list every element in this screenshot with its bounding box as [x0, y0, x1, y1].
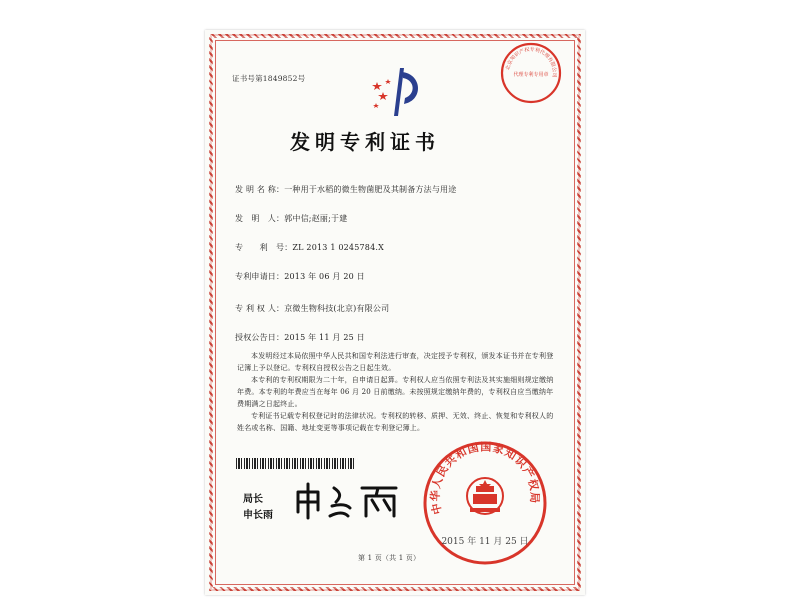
field-value: 京微生物科技(北京)有限公司	[284, 304, 390, 313]
body-paragraph: 专利证书记载专利权登记时的法律状况。专利权的转移、质押、无效、终止、恢复和专利权人的姓名或名称、国籍、地址变更等事项记载在专利登记簿上。	[237, 412, 554, 432]
certificate-number: 证书号第1849852号	[232, 74, 306, 83]
field-label: 专 利 权 人：	[235, 304, 285, 313]
field-label: 发 明 名 称：	[235, 185, 285, 194]
field-label: 发 明 人：	[235, 214, 285, 223]
field-value: 2015 年 11 月 25 日	[284, 333, 365, 342]
field-inventors	[235, 213, 347, 224]
field-value: 一种用于水稻的微生物菌肥及其制备方法与用途	[284, 185, 457, 194]
state-ip-office-seal-icon	[420, 438, 550, 568]
field-invention-name	[235, 184, 456, 195]
large-seal-text: 中华人民共和国国家知识产权局	[428, 440, 542, 516]
certificate-title: 发明专利证书	[290, 130, 440, 154]
certificate-body	[237, 350, 555, 434]
small-seal-text: 北京知识产权专利代理有限公司	[505, 46, 558, 78]
agency-seal-icon	[500, 42, 562, 104]
large-seal-date: 2015 年 11 月 25 日	[441, 537, 529, 547]
barcode	[236, 458, 356, 469]
field-patentee	[235, 303, 389, 314]
body-paragraph: 本发明经过本局依照中华人民共和国专利法进行审查，决定授予专利权，颁发本证书并在专利登记簿上予以登记。专利权自授权公告之日起生效。	[237, 352, 554, 372]
field-patent-number	[235, 242, 384, 253]
field-label: 授权公告日：	[235, 333, 285, 342]
signatory-title: 局长	[243, 494, 263, 505]
field-grant-date	[235, 332, 365, 343]
patent-office-logo-icon	[370, 60, 428, 118]
small-seal-center: 代理专利专用章	[513, 72, 549, 78]
body-paragraph: 本专利的专利权期限为二十年，自申请日起算。专利权人应当依照专利法及其实施细则规定缴纳年费。本专利的年费应当在每年 06 月 20 日前缴纳。未按照规定缴纳年费的，专利权自应当缴纳年费期满之日起终止。	[237, 376, 554, 408]
field-value: 郭中信;赵丽;于建	[284, 214, 348, 223]
field-application-date	[235, 271, 365, 282]
handwritten-signature-icon	[292, 482, 402, 520]
field-value: 2013 年 06 月 20 日	[284, 272, 365, 281]
page-footer: 第 1 页（共 1 页）	[358, 554, 421, 562]
signatory-name: 申长雨	[243, 510, 273, 521]
field-label: 专 利 号：	[235, 243, 293, 252]
field-value: ZL 2013 1 0245784.X	[292, 243, 385, 252]
field-label: 专利申请日：	[235, 272, 285, 281]
